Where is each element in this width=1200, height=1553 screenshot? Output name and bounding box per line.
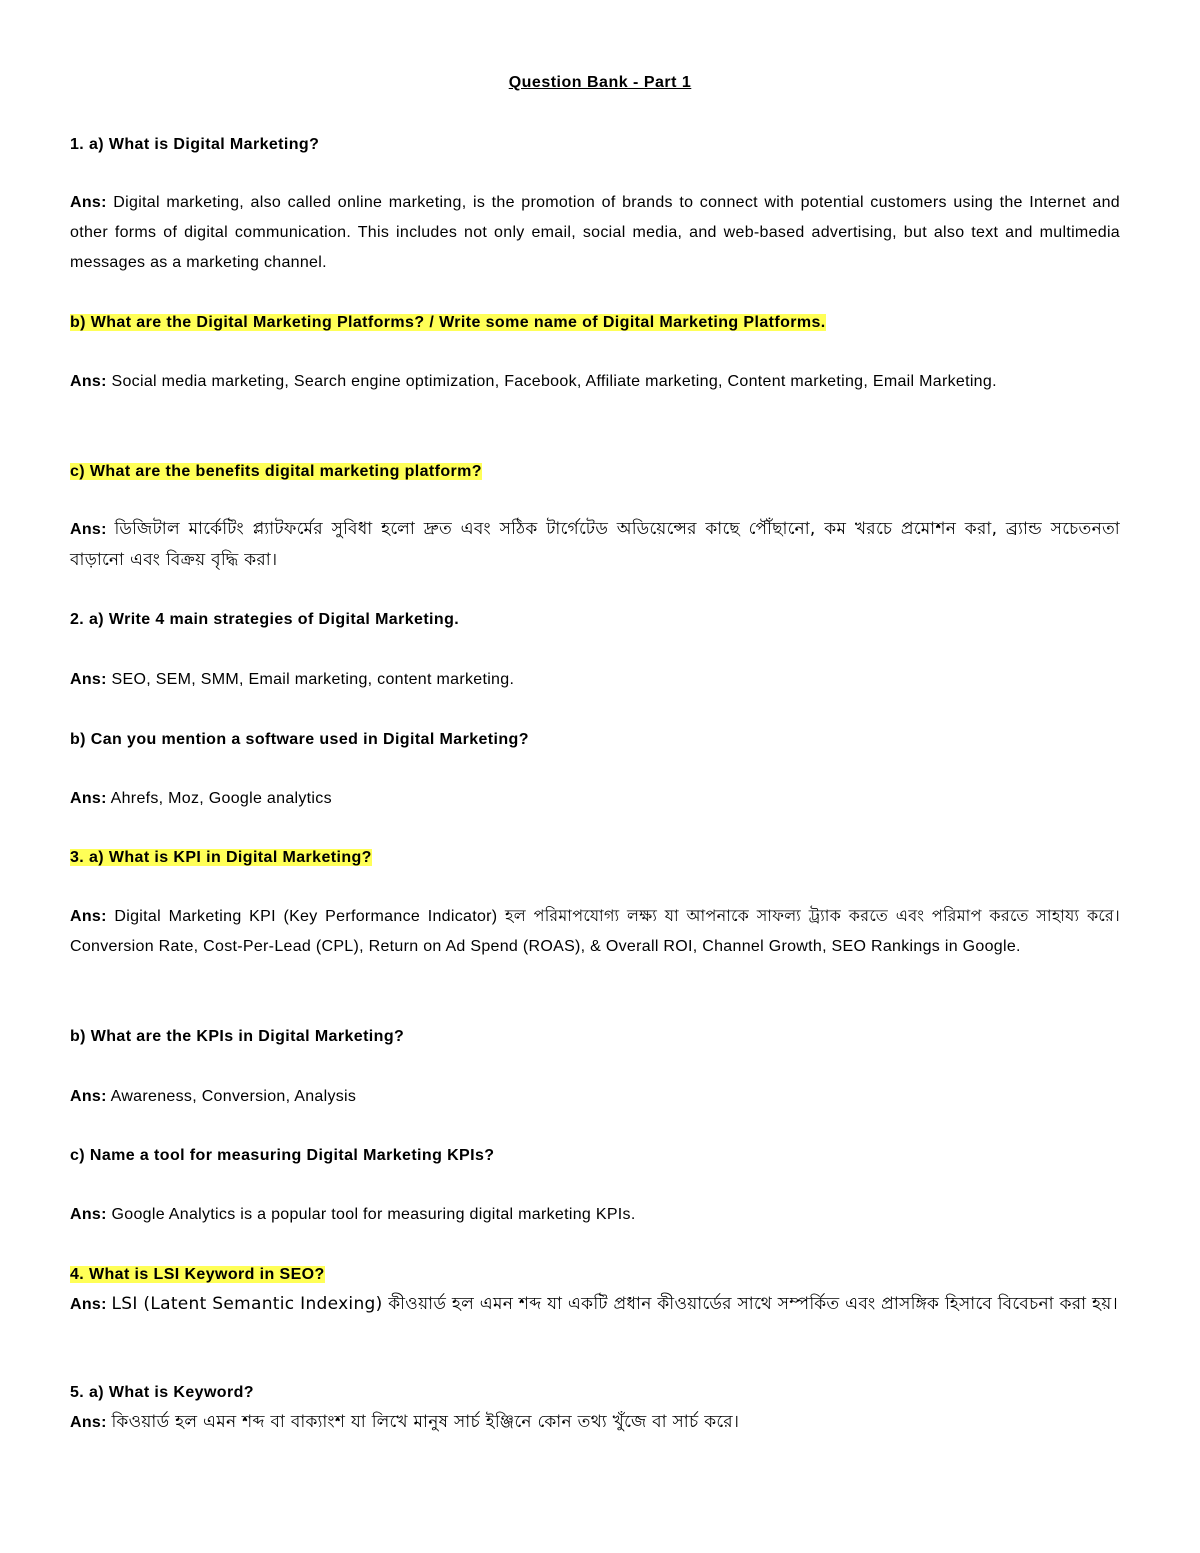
question-text: b) What are the Digital Marketing Platforms? / Write some name of Digital Marketing Platforms. — [70, 314, 826, 331]
question-text: c) Name a tool for measuring Digital Marketing KPIs? — [70, 1147, 495, 1164]
answer-5a — [70, 1407, 1120, 1438]
question-text: 4. What is LSI Keyword in SEO? — [70, 1266, 325, 1283]
ans-label: Ans: — [70, 521, 107, 538]
answer-1a — [70, 188, 1120, 278]
answer-3b — [70, 1082, 1120, 1112]
question-text: 1. a) What is Digital Marketing? — [70, 136, 320, 153]
answer-text: Digital Marketing KPI (Key Performance Indicator) হল পরিমাপযোগ্য লক্ষ্য যা আপনাকে সাফল্য ট্র্যাক করতে এবং পরিমাপ করতে সাহায্য করে। Conversion Rate, Cost-Per-Lead (CPL), Return on Ad Spend (ROAS), & Overall ROI, Channel Growth, SEO Rankings in Google. — [70, 908, 1120, 955]
answer-text: Ahrefs, Moz, Google analytics — [110, 790, 332, 807]
question-4 — [70, 1260, 1120, 1290]
answer-3c — [70, 1200, 1120, 1230]
answer-text: LSI (Latent Semantic Indexing) কীওয়ার্ড হল এমন শব্দ যা একটি প্রধান কীওয়ার্ডের সাথে সম্পর্কিত এবং প্রাসঙ্গিক হিসাবে বিবেচনা করা হয়। — [111, 1294, 1118, 1314]
answer-text: Awareness, Conversion, Analysis — [110, 1088, 357, 1105]
answer-text: SEO, SEM, SMM, Email marketing, content marketing. — [111, 671, 515, 688]
answer-text: Digital marketing, also called online marketing, is the promotion of brands to connect with potential customers using the Internet and other forms of digital communication. This includes not only email, social media, and web-based advertising, but also text and multimedia messages as a marketing channel. — [70, 194, 1120, 271]
ans-label: Ans: — [70, 194, 107, 211]
question-text: 2. a) Write 4 main strategies of Digital Marketing. — [70, 611, 460, 628]
question-text: b) What are the KPIs in Digital Marketing? — [70, 1028, 405, 1045]
ans-label: Ans: — [70, 671, 107, 688]
ans-label: Ans: — [70, 1414, 107, 1431]
ans-label: Ans: — [70, 790, 107, 807]
question-1a — [70, 130, 1120, 160]
ans-label: Ans: — [70, 1088, 107, 1105]
question-2a — [70, 605, 1120, 635]
ans-label: Ans: — [70, 373, 107, 390]
question-3c — [70, 1141, 1120, 1171]
page-title: Question Bank - Part 1 — [508, 74, 692, 91]
question-3a — [70, 843, 1120, 873]
answer-4 — [70, 1289, 1120, 1320]
answer-text: কিওয়ার্ড হল এমন শব্দ বা বাক্যাংশ যা লিখে মানুষ সার্চ ইঞ্জিনে কোন তথ্য খুঁজে বা সার্চ করে। — [111, 1412, 740, 1432]
question-1c — [70, 457, 1120, 487]
answer-3a — [70, 902, 1120, 962]
question-1b — [70, 308, 1120, 338]
answer-1c — [70, 514, 1120, 576]
ans-label: Ans: — [70, 908, 107, 925]
answer-2a — [70, 665, 1120, 695]
answer-1b — [70, 367, 1055, 397]
question-text: c) What are the benefits digital marketing platform? — [70, 463, 482, 480]
answer-text: Social media marketing, Search engine optimization, Facebook, Affiliate marketing, Content marketing, Email Marketing. — [111, 373, 997, 390]
ans-label: Ans: — [70, 1206, 107, 1223]
question-5a — [70, 1378, 1120, 1408]
answer-2b — [70, 784, 1120, 814]
ans-label: Ans: — [70, 1296, 107, 1313]
answer-text: ডিজিটাল মার্কেটিং প্ল্যাটফর্মের সুবিধা হলো দ্রুত এবং সঠিক টার্গেটেড অডিয়েন্সের কাছে পৌঁছানো, কম খরচে প্রমোশন করা, ব্র্যান্ড সচেতনতা বাড়ানো এবং বিক্রয় বৃদ্ধি করা। — [70, 519, 1120, 570]
question-text: 3. a) What is KPI in Digital Marketing? — [70, 849, 372, 866]
question-text: b) Can you mention a software used in Digital Marketing? — [70, 731, 529, 748]
answer-text: Google Analytics is a popular tool for measuring digital marketing KPIs. — [111, 1206, 636, 1223]
question-text: 5. a) What is Keyword? — [70, 1384, 254, 1401]
question-2b — [70, 725, 1120, 755]
question-3b — [70, 1022, 1120, 1052]
